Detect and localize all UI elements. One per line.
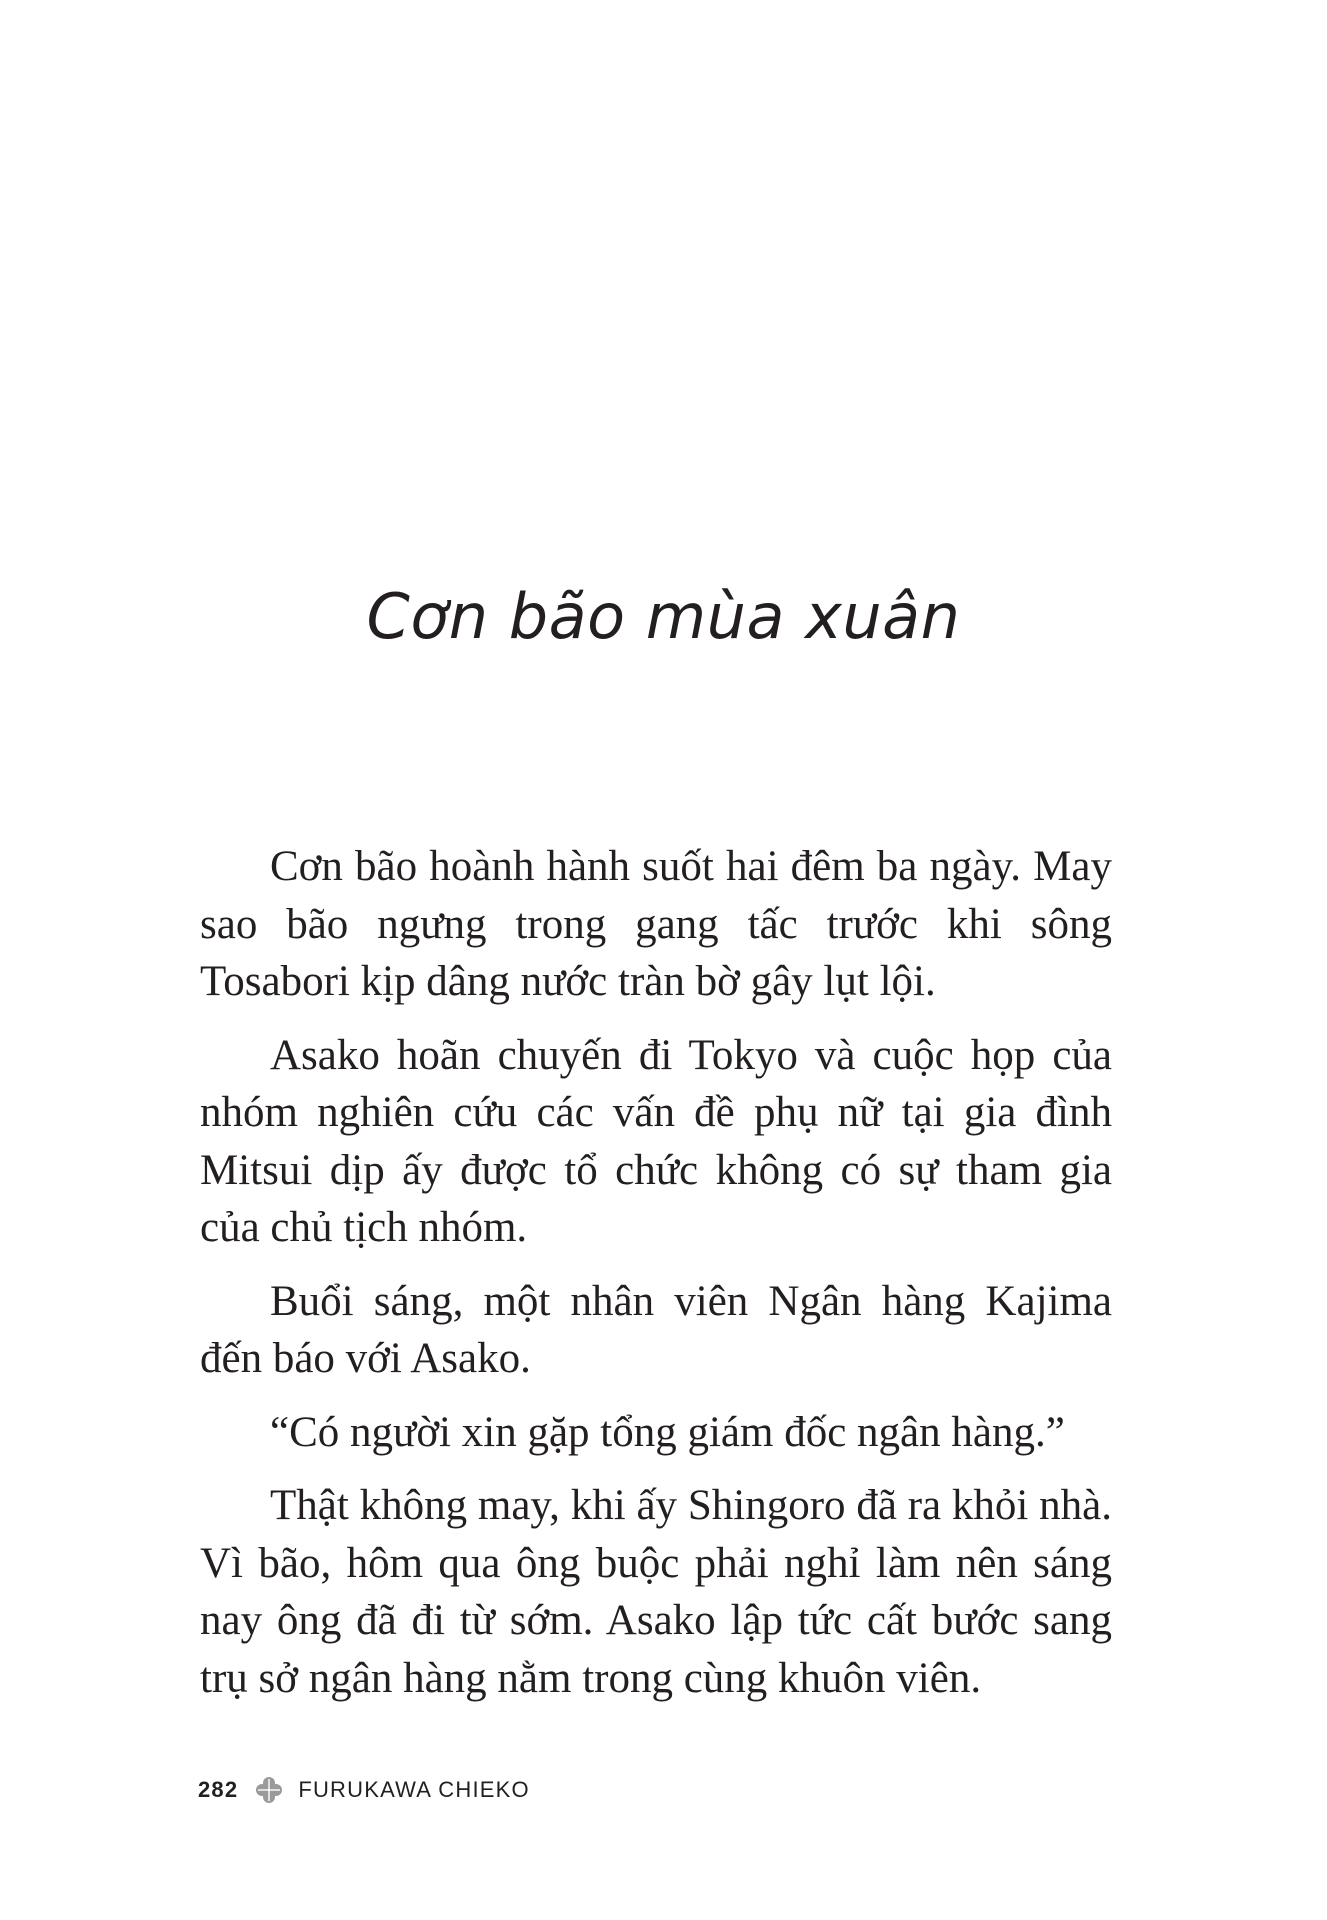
body-text (200, 838, 1112, 1723)
page-footer (198, 1770, 530, 1810)
chapter-title: Cơn bão mùa xuân (366, 580, 961, 653)
paragraph: Buổi sáng, một nhân viên Ngân hàng Kajima đến báo với Asako. (200, 1277, 1112, 1382)
paragraph: Thật không may, khi ấy Shingoro đã ra khỏi nhà. Vì bão, hôm qua ông buộc phải nghỉ làm nên sáng nay ông đã đi từ sớm. Asako lập tức cất bước sang trụ sở ngân hàng nằm trong cùng khuôn viên. (200, 1482, 1112, 1702)
paragraph: Cơn bão hoành hành suốt hai đêm ba ngày. May sao bão ngưng trong gang tấc trước khi sông Tosabori kịp dâng nước tràn bờ gây lụt lội. (200, 843, 1112, 1005)
paragraph: “Có người xin gặp tổng giám đốc ngân hàng.” (270, 1408, 1065, 1456)
page-number: 282 (198, 1777, 239, 1802)
paragraph: Asako hoãn chuyến đi Tokyo và cuộc họp của nhóm nghiên cứu các vấn đề phụ nữ tại gia đình Mitsui dịp ấy được tổ chức không có sự tham gia của chủ tịch nhóm. (200, 1031, 1112, 1251)
author-name: FURUKAWA CHIEKO (298, 1777, 530, 1802)
clover-icon (254, 1775, 284, 1805)
